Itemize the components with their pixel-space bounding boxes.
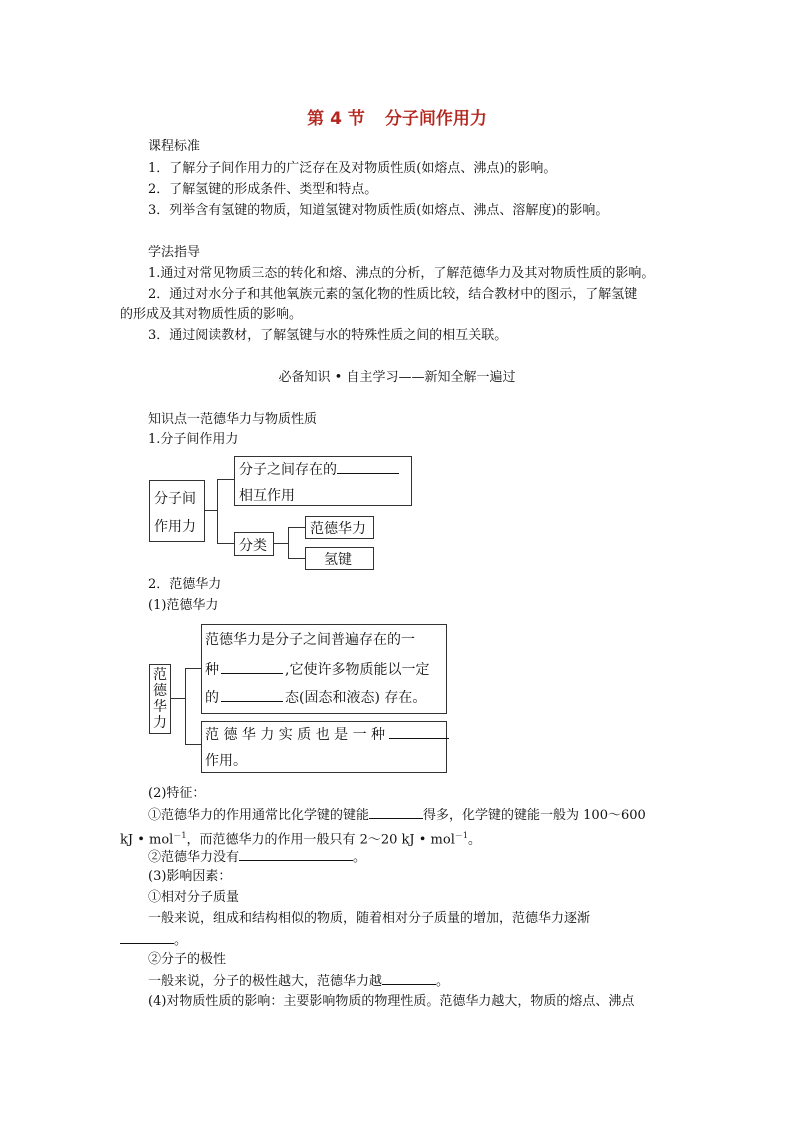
diagram2-root-char: 华 bbox=[153, 699, 167, 715]
fill-blank bbox=[221, 661, 283, 674]
factor-a-title: ①相对分子质量 bbox=[148, 890, 240, 905]
diagram2-root-char: 力 bbox=[153, 715, 167, 731]
study-item-1: 1.通过对常见物质三态的转化和熔、沸点的分析，了解范德华力及其对物质性质的影响。 bbox=[148, 266, 655, 281]
curriculum-item-3: 3．列举含有氢键的物质，知道氢键对物质性质(如熔点、沸点、溶解度)的影响。 bbox=[148, 203, 609, 218]
diagram2-root-char: 范 bbox=[153, 667, 167, 683]
diagram2-connector bbox=[185, 744, 201, 745]
curriculum-item-2: 2．了解氢键的形成条件、类型和特点。 bbox=[148, 182, 378, 197]
diagram2-box1-line1: 范德华力是分子之间普遍存在的一 bbox=[205, 632, 415, 648]
diagram1-class-box bbox=[234, 532, 274, 556]
diagram1-root-line1: 分子间 bbox=[154, 491, 196, 507]
diagram2-connector bbox=[170, 698, 185, 699]
kp1-sub2: 2．范德华力 bbox=[148, 577, 222, 592]
diagram1-class-label: 分类 bbox=[239, 538, 267, 554]
diagram2-box2-line2: 作用。 bbox=[205, 753, 247, 769]
factor-b-title: ②分子的极性 bbox=[148, 952, 227, 967]
diagram1-root-line2: 作用力 bbox=[154, 519, 196, 535]
kp1-heading: 知识点一范德华力与物质性质 bbox=[148, 412, 318, 427]
diagram1-root-box bbox=[149, 480, 205, 542]
diagram1-def-line1: 分子之间存在的 bbox=[239, 459, 399, 479]
kp1-sub1: 1.分子间作用力 bbox=[148, 432, 239, 447]
feature-1: ①范德华力的作用通常比化学键的键能 得多，化学键的键能一般为 100～600 bbox=[148, 808, 646, 823]
diagram2-box1-line2: 种 ,它使许多物质能以一定 bbox=[205, 662, 430, 678]
diagram2-box2 bbox=[201, 721, 447, 773]
diagram1-def-line2: 相互作用 bbox=[239, 488, 295, 504]
section-name: 分子间作用力 bbox=[384, 109, 487, 129]
diagram2-root-char: 德 bbox=[153, 683, 167, 699]
diagram2-root-box bbox=[149, 664, 171, 734]
diagram1-connector bbox=[288, 527, 305, 528]
feature-2: ②范德华力没有 。 bbox=[148, 850, 367, 865]
effect-line: (4)对物质性质的影响：主要影响物质的物理性质。范德华力越大，物质的熔点、沸点 bbox=[148, 994, 635, 1009]
curriculum-heading: 课程标准 bbox=[148, 139, 201, 154]
diagram1-hbond-box bbox=[305, 547, 374, 570]
diagram1-definition-box bbox=[234, 456, 412, 506]
diagram1-class-b: 氢键 bbox=[324, 552, 352, 568]
factor-a-end: 。 bbox=[120, 931, 187, 950]
section-banner: 必备知识 • 自主学习——新知全解一遍过 bbox=[278, 370, 516, 385]
fill-blank bbox=[389, 726, 449, 739]
diagram1-connector bbox=[217, 479, 218, 543]
diagram2-box1-line3: 的 态(固态和液态) 存在。 bbox=[205, 690, 427, 706]
study-item-3: 3．通过阅读教材，了解氢键与水的特殊性质之间的相互关联。 bbox=[148, 328, 508, 343]
fill-blank bbox=[369, 806, 423, 819]
features-heading: (2)特征： bbox=[148, 786, 206, 801]
fill-blank bbox=[239, 848, 353, 861]
diagram1-connector bbox=[204, 510, 217, 511]
diagram2-connector bbox=[185, 668, 186, 744]
diagram1-connector bbox=[217, 479, 234, 480]
study-heading: 学法指导 bbox=[148, 245, 201, 260]
diagram2-box2-line1: 范 德 华 力 实 质 也 是 一 种 bbox=[205, 724, 449, 744]
fill-blank bbox=[120, 931, 174, 944]
feature-1-cont: kJ • mol$^{-1}$，而范德华力的作用一般只有 2～20 kJ • mol$^{-1}$。 bbox=[120, 831, 481, 848]
factor-b-text: 一般来说，分子的极性越大，范德华力越 。 bbox=[148, 974, 450, 989]
diagram2-box1 bbox=[201, 624, 447, 714]
kp1-sub2-1: (1)范德华力 bbox=[148, 598, 219, 613]
diagram1-vdw-box bbox=[305, 516, 374, 539]
diagram2-connector bbox=[185, 668, 201, 669]
diagram1-connector bbox=[288, 527, 289, 558]
study-item-2-cont: 的形成及其对物质性质的影响。 bbox=[120, 307, 303, 322]
factor-a-text: 一般来说，组成和结构相似的物质，随着相对分子质量的增加，范德华力逐渐 bbox=[148, 911, 591, 926]
fill-blank bbox=[221, 689, 283, 702]
study-item-2: 2．通过对水分子和其他氧族元素的氢化物的性质比较，结合教材中的图示，了解氢键 bbox=[148, 287, 638, 302]
diagram1-connector bbox=[288, 558, 305, 559]
curriculum-item-1: 1．了解分子间作用力的广泛存在及对物质性质(如熔点、沸点)的影响。 bbox=[148, 161, 557, 176]
factors-heading: (3)影响因素： bbox=[148, 869, 232, 884]
fill-blank bbox=[382, 972, 436, 985]
diagram1-connector bbox=[217, 543, 234, 544]
diagram1-connector bbox=[273, 543, 288, 544]
diagram1-class-a: 范德华力 bbox=[310, 521, 366, 537]
page-title bbox=[0, 104, 794, 129]
section-number: 第 4 节 bbox=[307, 109, 365, 129]
fill-blank bbox=[337, 461, 399, 474]
